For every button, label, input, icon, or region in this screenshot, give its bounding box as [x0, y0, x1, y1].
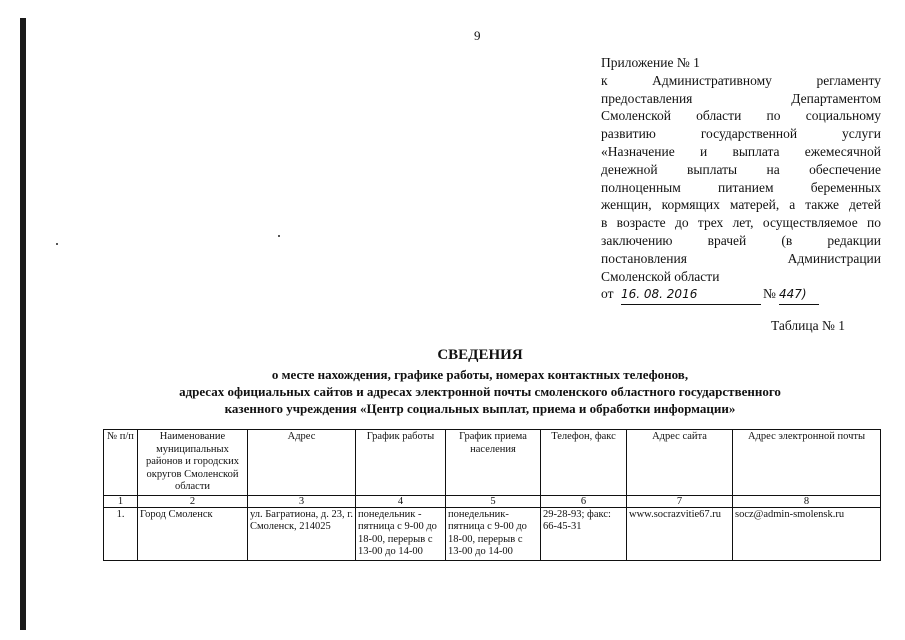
table-label: Таблица № 1: [771, 318, 845, 333]
handwritten-date: 16. 08. 2016: [621, 286, 761, 305]
appendix-line: полноценным питанием беременных: [601, 179, 881, 195]
appendix-date-line: [601, 285, 881, 303]
document-title: СВЕДЕНИЯ: [437, 347, 523, 363]
appendix-line: постановления Администрации: [601, 250, 881, 266]
scan-speck: [278, 235, 280, 237]
handwritten-number: 447): [779, 286, 819, 305]
page-number: 9: [474, 28, 481, 43]
cell-phone: 29-28-93; факс: 66-45-31: [541, 507, 627, 560]
column-number: 6: [541, 495, 627, 507]
document-subtitle-line: о месте нахождения, графике работы, номерах контактных телефонов,: [271, 367, 689, 382]
document-subtitle-line: казенного учреждения «Центр социальных выплат, приема и обработки информации»: [224, 401, 736, 416]
cell-reception-schedule: понедельник- пятница с 9-00 до 18-00, перерыв с 13-00 до 14-00: [446, 507, 541, 560]
cell-work-schedule: понедельник - пятница с 9-00 до 18-00, перерыв с 13-00 до 14-00: [356, 507, 446, 560]
column-header-address: Адрес: [248, 430, 356, 496]
document-subtitle-line: адресах официальных сайтов и адресах электронной почты смоленского областного государственного: [179, 384, 781, 399]
column-header-district: Наименование муниципальных районов и городских округов Смоленской области: [138, 430, 248, 496]
column-number: 1: [104, 495, 138, 507]
cell-num: 1.: [104, 507, 138, 560]
scan-edge-bar: [20, 18, 26, 630]
cell-email: socz@admin-smolensk.ru: [733, 507, 881, 560]
appendix-line: в возрасте до трех лет, осуществляемое по: [601, 215, 881, 231]
column-header-phone: Телефон, факс: [541, 430, 627, 496]
info-table: [103, 429, 881, 561]
scan-speck: [56, 243, 58, 245]
appendix-line: Смоленской области по социальному: [601, 108, 881, 124]
column-number: 4: [356, 495, 446, 507]
column-number: 5: [446, 495, 541, 507]
cell-address: ул. Багратиона, д. 23, г. Смоленск, 214025: [248, 507, 356, 560]
cell-district: Город Смоленск: [138, 507, 248, 560]
column-header-email: Адрес электронной почты: [733, 430, 881, 496]
number-prefix: №: [763, 286, 776, 302]
table-column-number-row: [104, 495, 881, 507]
appendix-line: предоставления Департаментом: [601, 90, 881, 106]
column-header-num: № п/п: [104, 430, 138, 496]
table-header-row: [104, 430, 881, 496]
date-prefix: от: [601, 286, 614, 302]
appendix-line: женщин, кормящих матерей, а также детей: [601, 197, 881, 213]
appendix-block: [601, 54, 881, 303]
appendix-line: Смоленской области: [601, 268, 720, 284]
appendix-line: заключению врачей (в редакции: [601, 232, 881, 248]
column-number: 7: [627, 495, 733, 507]
appendix-line: денежной выплаты на обеспечение: [601, 161, 881, 177]
column-header-site: Адрес сайта: [627, 430, 733, 496]
column-number: 2: [138, 495, 248, 507]
column-header-work-schedule: График работы: [356, 430, 446, 496]
table-row: [104, 507, 881, 560]
column-number: 8: [733, 495, 881, 507]
column-header-reception-schedule: График приема населения: [446, 430, 541, 496]
column-number: 3: [248, 495, 356, 507]
cell-site: www.socrazvitie67.ru: [627, 507, 733, 560]
appendix-line: к Административному регламенту: [601, 72, 881, 88]
appendix-line: развитию государственной услуги: [601, 126, 881, 142]
appendix-line: «Назначение и выплата ежемесячной: [601, 143, 881, 159]
appendix-line: Приложение № 1: [601, 55, 700, 70]
